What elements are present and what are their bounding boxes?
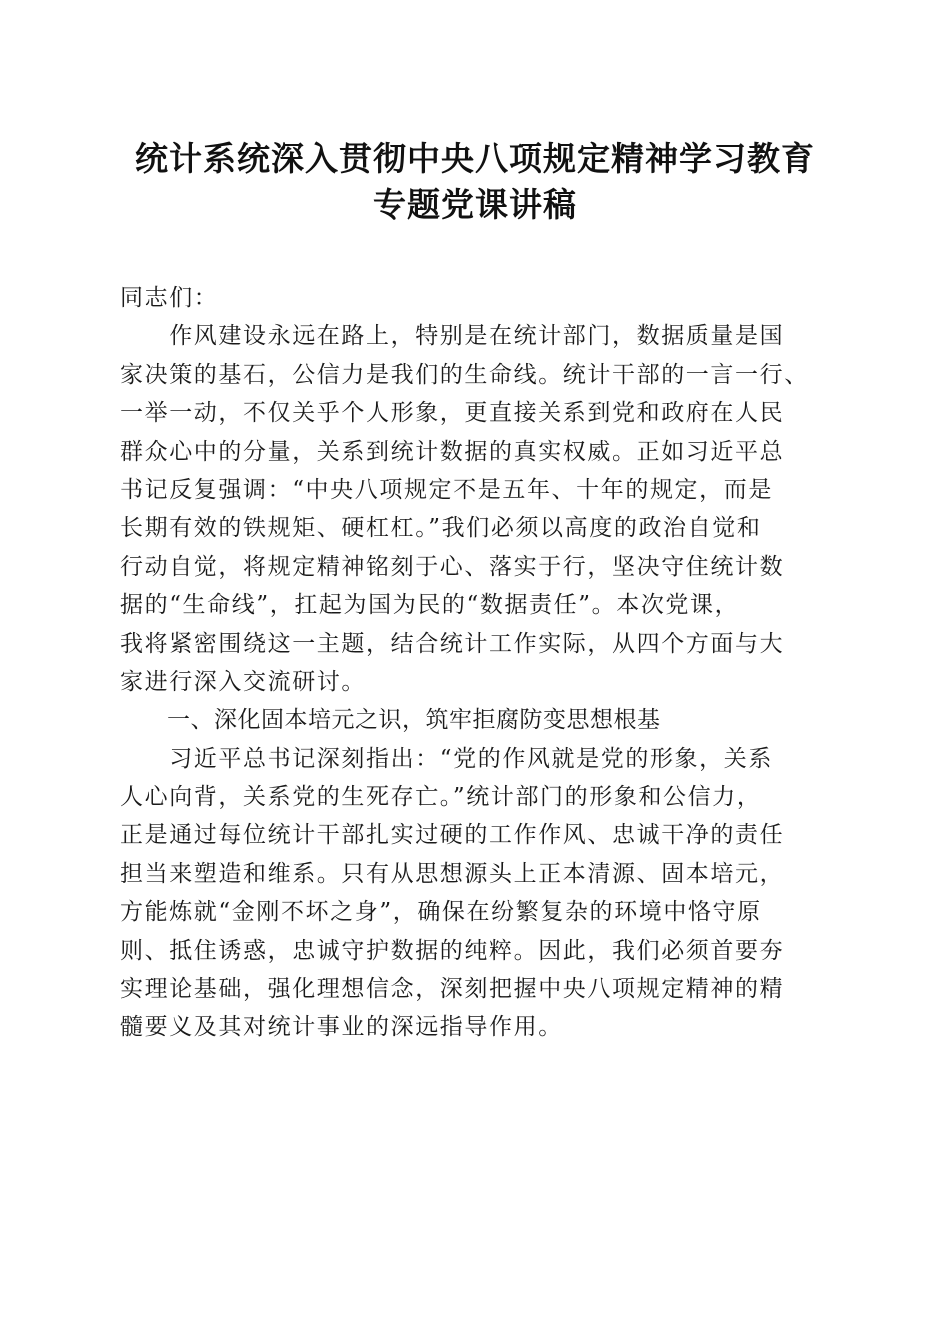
paragraph-1-line: 我将紧密围绕这一主题，结合统计工作实际，从四个方面与大 xyxy=(120,630,785,657)
paragraph-1-line: 书记反复强调：“中央八项规定不是五年、十年的规定，而是 xyxy=(120,476,773,503)
paragraph-2-line: 实理论基础，强化理想信念，深刻把握中央八项规定精神的精 xyxy=(120,976,785,1003)
paragraph-1-line: 一举一动，不仅关乎个人形象，更直接关系到党和政府在人民 xyxy=(120,400,785,427)
paragraph-1-line: 家决策的基石，公信力是我们的生命线。统计干部的一言一行、 xyxy=(120,361,809,388)
paragraph-2-line: 方能炼就“金刚不坏之身”，确保在纷繁复杂的环境中恪守原 xyxy=(120,899,762,926)
paragraph-2-line: 正是通过每位统计干部扎实过硬的工作作风、忠诚干净的责任 xyxy=(120,822,785,849)
paragraph-2-line: 人心向背，关系党的生死存亡。”统计部门的形象和公信力， xyxy=(120,784,762,811)
paragraph-2-line: 髓要义及其对统计事业的深远指导作用。 xyxy=(120,1014,563,1041)
paragraph-1-line: 作风建设永远在路上，特别是在统计部门，数据质量是国 xyxy=(120,323,785,350)
paragraph-1-line: 据的“生命线”，扛起为国为民的“数据责任”。本次党课， xyxy=(120,592,740,619)
paragraph-2-line: 担当来塑造和维系。只有从思想源头上正本清源、固本培元， xyxy=(120,860,785,887)
section-1-heading: 一、深化固本培元之识，筑牢拒腐防变思想根基 xyxy=(120,707,661,734)
document-body xyxy=(120,279,840,1047)
paragraph-2-line: 则、抵住诱惑，忠诚守护数据的纯粹。因此，我们必须首要夯 xyxy=(120,937,785,964)
paragraph-2-line: 习近平总书记深刻指出：“党的作风就是党的形象，关系 xyxy=(120,745,773,772)
paragraph-1-line: 长期有效的铁规矩、硬杠杠。”我们必须以高度的政治自觉和 xyxy=(120,515,762,542)
salutation: 同志们： xyxy=(120,285,219,311)
document-title-line-2: 专题党课讲稿 xyxy=(373,185,577,224)
document-title-line-1: 统计系统深入贯彻中央八项规定精神学习教育 xyxy=(135,139,815,178)
paragraph-1-line: 行动自觉，将规定精神铭刻于心、落实于行，坚决守住统计数 xyxy=(120,553,785,580)
paragraph-1-line: 群众心中的分量，关系到统计数据的真实权威。正如习近平总 xyxy=(120,438,785,465)
paragraph-1-line: 家进行深入交流研讨。 xyxy=(120,668,366,695)
